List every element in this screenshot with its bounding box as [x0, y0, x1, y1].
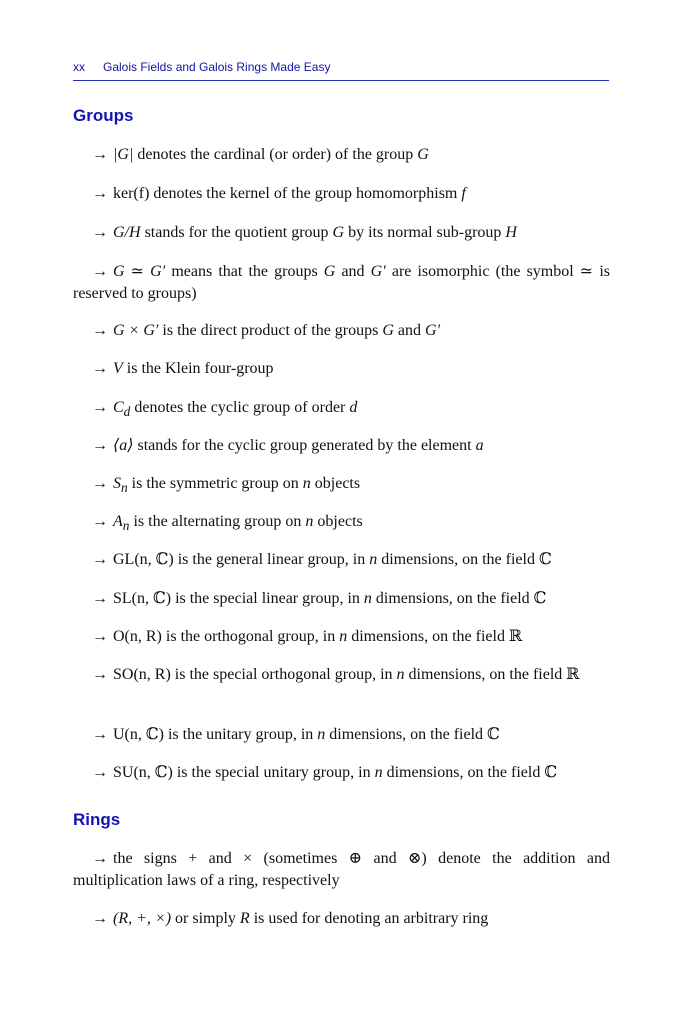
arrow-icon: →	[92, 764, 108, 781]
arrow-icon: →	[92, 185, 108, 202]
arrow-icon: →	[92, 146, 108, 163]
groups-item-special-orthogonal: → SO(n, R) is the special orthogonal group, in n dimensions, on the field ℝ	[92, 666, 580, 683]
groups-item-alternating: → $A_n$ is the alternating group on n objects	[92, 513, 363, 534]
section-title-groups: Groups	[73, 106, 134, 125]
running-header	[73, 58, 609, 81]
groups-item-symmetric: → $S_n$ is the symmetric group on n objects	[92, 475, 361, 496]
groups-item-cardinal: → |G| denotes the cardinal (or order) of the group G	[92, 146, 429, 163]
rings-item-signs: → the signs + and × (sometimes ⊕ and ⊗) denote the addition and multiplication laws of a ring, respectively	[73, 850, 610, 889]
arrow-icon: →	[92, 666, 108, 683]
arrow-icon: →	[92, 590, 108, 607]
book-title: Galois Fields and Galois Rings Made Easy	[103, 60, 331, 74]
arrow-icon: →	[92, 360, 108, 377]
arrow-icon: →	[92, 551, 108, 568]
groups-item-isomorphic: → G ≃ G′ means that the groups G and G′ are isomorphic (the symbol ≃ is reserved to groups)	[73, 263, 611, 302]
arrow-icon: →	[92, 726, 108, 743]
rings-item-arbitrary-ring: → (R, +, ×) or simply R is used for denoting an arbitrary ring	[92, 910, 489, 927]
arrow-icon: →	[92, 910, 108, 927]
arrow-icon: →	[92, 263, 108, 280]
section-title-rings: Rings	[73, 810, 121, 829]
groups-item-cyclic-order: → $C_d$ denotes the cyclic group of order d	[92, 399, 358, 420]
arrow-icon: →	[92, 322, 108, 339]
arrow-icon: →	[92, 850, 108, 867]
groups-item-special-linear: → SL(n, ℂ) is the special linear group, in n dimensions, on the field ℂ	[92, 590, 547, 607]
arrow-icon: →	[92, 513, 108, 530]
page-number: xx	[73, 60, 85, 74]
groups-item-special-unitary: → SU(n, ℂ) is the special unitary group, in n dimensions, on the field ℂ	[92, 764, 558, 781]
arrow-icon: →	[92, 628, 108, 645]
groups-item-unitary: → U(n, ℂ) is the unitary group, in n dimensions, on the field ℂ	[92, 726, 500, 743]
groups-item-quotient: → G/H stands for the quotient group G by its normal sub-group H	[92, 224, 517, 241]
groups-item-kernel: → ker(f) denotes the kernel of the group homomorphism f	[92, 185, 466, 202]
arrow-icon: →	[92, 224, 108, 241]
groups-item-orthogonal: → O(n, R) is the orthogonal group, in n dimensions, on the field ℝ	[92, 628, 523, 645]
arrow-icon: →	[92, 437, 108, 454]
groups-item-general-linear: → GL(n, ℂ) is the general linear group, in n dimensions, on the field ℂ	[92, 551, 552, 568]
arrow-icon: →	[92, 475, 108, 492]
groups-item-cyclic-generated: → ⟨a⟩ stands for the cyclic group generated by the element a	[92, 437, 484, 454]
groups-item-direct-product: → G × G′ is the direct product of the groups G and G′	[92, 322, 441, 339]
groups-item-klein: → V is the Klein four-group	[92, 360, 274, 377]
arrow-icon: →	[92, 399, 108, 416]
